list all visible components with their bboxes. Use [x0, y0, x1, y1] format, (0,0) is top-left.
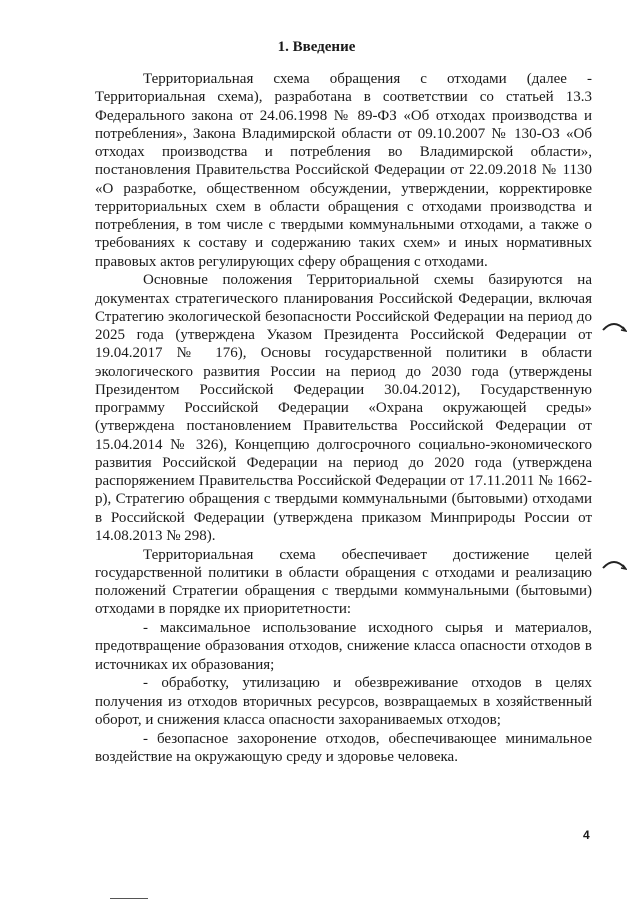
list-item-safe-disposal: - безопасное захоронение отходов, обеспечивающее минимальное воздействие на окружающую среду и здоровье человека.: [95, 730, 592, 765]
paragraph-legal-basis: Территориальная схема обращения с отходами (далее - Территориальная схема), разработана в соответствии со статьей 13.3 Федерального закона от 24.06.1998 № 89-ФЗ «Об отходах производства и потребления», Закона Владимирской области от 09.10.2007 № 130-ОЗ «Об отходах производства и потребления во Владимирской области», постановления Правительства Российской Федерации от 22.09.2018 № 1130 «О разработке, общественном обсуждении, утверждении, корректировке территориальных схем в области обращения с отходами производства и потребления, в том числе с твердыми коммунальными отходами, а также о требованиях к составу и содержанию таких схем» и иных нормативных правовых актов регулирующих сферу обращения с отходами.: [95, 71, 592, 270]
paragraph-goals: Территориальная схема обеспечивает достижение целей государственной политики в области обращения с отходами и реализацию положений Стратегии обращения с твердыми коммунальными (бытовыми) отходами в порядке их приоритетности:: [95, 546, 592, 618]
list-item-processing: - обработку, утилизацию и обезвреживание отходов в целях получения из отходов вторичных ресурсов, возвращаемых в хозяйственный оборот, и снижения класса опасности захораниваемых отходов;: [95, 675, 592, 728]
page-number: 4: [583, 828, 590, 842]
binding-stitch-mark: [601, 318, 627, 332]
list-item-maximum-use: - максимальное использование исходного сырья и материалов, предотвращение образования отходов, снижение класса опасности отходов в источниках их образования;: [95, 620, 592, 673]
section-heading: 1. Введение: [277, 39, 356, 55]
body-text: [95, 70, 592, 767]
footer-divider: [110, 898, 148, 899]
paragraph-strategic-documents: Основные положения Территориальной схемы базируются на документах стратегического планирования Российской Федерации, включая Стратегию экологической безопасности Российской Федерации на период до 2025 года (утверждена Указом Президента Российской Федерации от 19.04.2017 № 176), Основы государственной политики в области экологического развития России на период до 2030 года (утверждены Президентом Российской Федерации 30.04.2012), Государственную программу Российской Федерации «Охрана окружающей среды» (утверждена постановлением Правительства Российской Федерации от 15.04.2014 № 326), Концепцию долгосрочного социально-экономического развития Российской Федерации на период до 2020 года (утверждена распоряжением Правительства Российской Федерации от 17.11.2011 № 1662-р), Стратегию обращения с твердыми коммунальными (бытовыми) отходами в Российской Федерации (утверждена приказом Минприроды России от 14.08.2013 № 298).: [95, 272, 592, 544]
binding-stitch-mark: [601, 556, 627, 570]
